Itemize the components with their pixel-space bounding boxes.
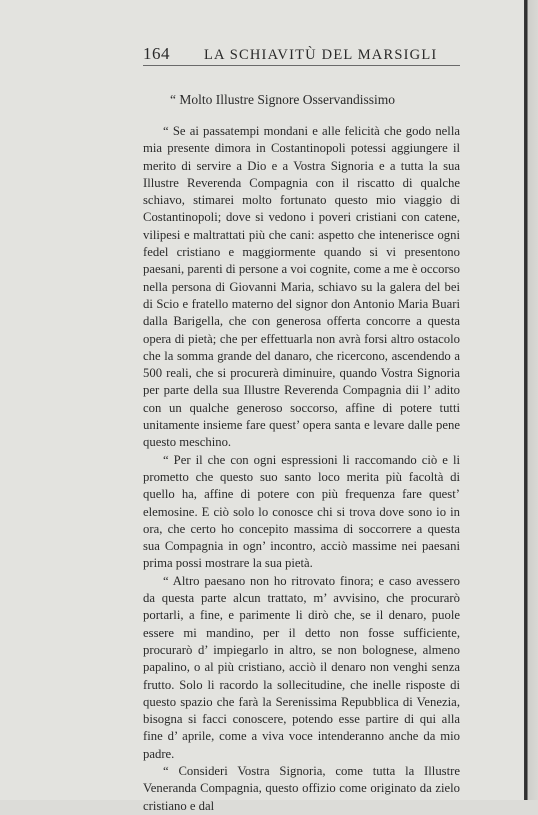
header-rule <box>143 65 460 66</box>
letter-body <box>143 123 460 815</box>
paragraph: “ Altro paesano non ho ritrovato finora; e caso avessero da questa parte alcun trattato, m’ avvisino, che procurarò portarli, a fine, e parimente li dirò che, se il denaro, puole essere mi mandino, per il detto non fosse sufficiente, procurarò d’ impiegarlo in altro, se non bolognese, almeno papalino, o al più cristiano, acciò il denaro non venghi senza frutto. Solo li racordo la sollecitudine, che inelle risposte di questo spazio che farà la Serenissima Repubblica di Venezia, bisogna si facci conoscere, potendo esse partire di qui alla fine d’ aprile, come a viva voce intenderanno anche da mio padre. <box>143 573 460 761</box>
page-number: 164 <box>143 44 170 63</box>
running-title: LA SCHIAVITÙ DEL MARSIGLI <box>204 47 438 63</box>
page-header <box>143 44 459 64</box>
letter-salutation: “ Molto Illustre Signore Osservandissimo <box>170 92 395 107</box>
paragraph: “ Consideri Vostra Signoria, come tutta la Illustre Veneranda Compagnia, questo offizio come originato da zielo cristiano e dal <box>143 763 460 813</box>
paragraph: “ Se ai passatempi mondani e alle felicità che godo nella mia presente dimora in Costantinopoli potessi aggiungere il merito di servire a Dio e a Vostra Signoria e a tutta la sua Illustre Reverenda Compagnia con il riscatto di qualche schiavo, stimarei molto fortunato questo mio viaggio di Costantinopoli; dove si vedono i poveri cristiani con catene, vilipesi e maltrattati più che cani: aspetto che intenerisce ogni fedel cristiano e maggiormente quando si vi presentono paesani, parenti di persone a voi cognite, come a me è occorso nella persona di Giovanni Maria, schiavo su la galera del bei di Scio e fratello materno del signor don Antonio Maria Buari dalla Barigella, che con generosa offerta concorre a questa opera di pietà; che per effettuarla non avrà forsi altro ostacolo che la somma grande del danaro, che ricercono, ascendendo a 500 reali, che si procurerà diminuire, quando Vostra Signoria per parte della sua Illustre Reverenda Compagnia dii l’ adito con un qualche generoso soccorso, affine di potere tutti unitamente insieme fare quest’ opera santa e levare dalle pene questo meschino. <box>143 124 460 450</box>
page-edge <box>524 0 538 800</box>
paragraph: “ Per il che con ogni espressioni li raccomando ciò e li prometto che questo suo santo loco merita più facoltà di quello ha, affine di potere con più frequenza fare quest’ elemosine. E ciò solo lo conosce chi si trova dove sono io in ora, che certo ho concepito massima di soccorrere a questa sua Compagnia in ogn’ incontro, acciò massime nei paesani prima possi mostrare la sua pietà. <box>143 452 460 571</box>
